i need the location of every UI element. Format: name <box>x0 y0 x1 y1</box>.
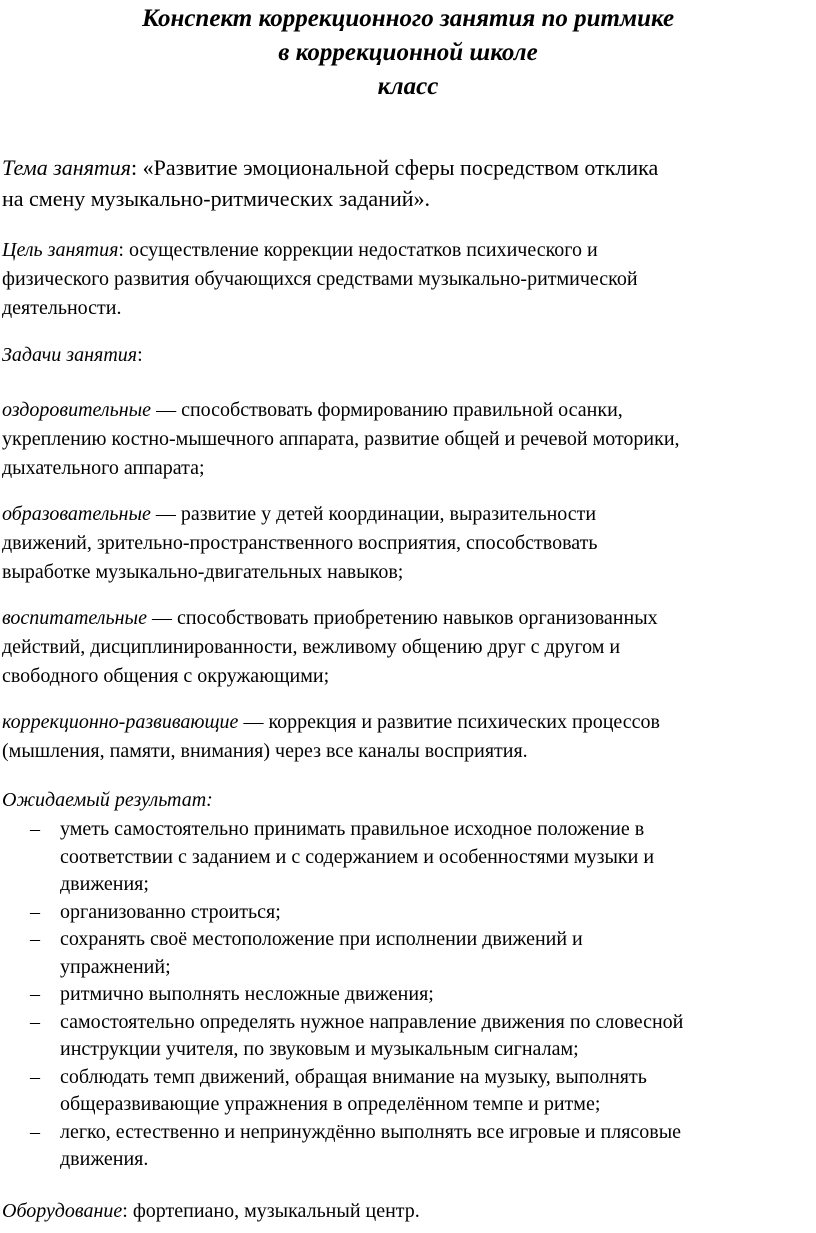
document-title <box>0 2 816 104</box>
health-label: оздоровительные <box>2 399 152 421</box>
equipment-label: Оборудование <box>2 1200 123 1222</box>
result-list-item <box>0 1119 816 1174</box>
edu-label: образовательные <box>2 503 151 525</box>
result-item-line: соответствии с заданием и с содержанием и особенностями музыки и <box>60 845 655 868</box>
correction-task-paragraph <box>2 708 810 766</box>
result-list-item <box>0 899 816 927</box>
result-item-line: ритмично выполнять несложные движения; <box>60 983 434 1005</box>
topic-label: Тема занятия <box>2 155 132 180</box>
result-item-line: уметь самостоятельно принимать правильное исходное положение в <box>60 818 645 840</box>
list-dash: – <box>30 1120 40 1143</box>
result-item-line: организованно строиться; <box>60 900 281 923</box>
edu-text-1: — развитие у детей координации, выразительности <box>150 503 597 525</box>
list-dash: – <box>30 818 40 840</box>
correction-text-2: (мышления, памяти, внимания) через все каналы восприятия. <box>2 740 528 762</box>
title-line-3: класс <box>377 73 439 100</box>
result-item-line: движения. <box>60 1148 149 1170</box>
title-line-2: в коррекционной школе <box>278 39 538 66</box>
correction-label: коррекционно-развивающие <box>2 711 239 733</box>
result-list-item <box>0 816 816 899</box>
goal-paragraph <box>2 236 810 323</box>
tasks-heading <box>2 341 810 370</box>
result-item-line: сохранять своё местоположение при исполнении движений и <box>60 928 583 950</box>
topic-text-2: на смену музыкально-ритмических заданий». <box>2 186 431 211</box>
equipment-text: : фортепиано, музыкальный центр. <box>122 1200 420 1222</box>
result-item-line: общеразвивающие упражнения в определённом темпе и ритме; <box>60 1093 601 1115</box>
topic-paragraph <box>2 152 810 214</box>
result-item-line: инструкции учителя, по звуковым и музыкальным сигналам; <box>60 1038 579 1060</box>
goal-text-1: : осуществление коррекции недостатков психического и <box>118 239 598 261</box>
health-text-2: укреплению костно-мышечного аппарата, развитие общей и речевой моторики, <box>2 428 680 450</box>
results-heading <box>2 786 810 815</box>
result-item-line: самостоятельно определять нужное направление движения по словесной <box>60 1010 684 1033</box>
health-task-paragraph <box>2 396 810 483</box>
result-item-line: легко, естественно и непринуждённо выполнять все игровые и плясовые <box>60 1120 682 1143</box>
edu-task-paragraph <box>2 500 810 587</box>
result-list-item <box>0 1064 816 1119</box>
result-list-item <box>0 1009 816 1064</box>
goal-text-3: деятельности. <box>2 297 122 319</box>
edu-text-3: выработке музыкально-двигательных навыков; <box>2 561 404 583</box>
result-item-line: соблюдать темп движений, обращая внимание на музыку, выполнять <box>60 1065 647 1088</box>
result-list-item <box>0 926 816 981</box>
tasks-label: Задачи занятия <box>2 344 138 366</box>
result-item-line: движения; <box>60 873 149 895</box>
edu-text-2: движений, зрительно-пространственного восприятия, способствовать <box>2 532 598 554</box>
title-line-1: Конспект коррекционного занятия по ритмике <box>141 5 675 32</box>
list-dash: – <box>30 1010 40 1033</box>
list-dash: – <box>30 983 40 1005</box>
upbringing-task-paragraph <box>2 604 810 691</box>
topic-text-1: : «Развитие эмоциональной сферы посредством отклика <box>131 155 659 180</box>
goal-label: Цель занятия <box>2 239 119 261</box>
upbringing-text-1: — способствовать приобретению навыков организованных <box>146 607 658 629</box>
equipment-paragraph <box>2 1197 810 1226</box>
correction-text-1: — коррекция и развитие психических процессов <box>238 711 660 733</box>
results-list <box>0 816 816 1174</box>
health-text-1: — способствовать формированию правильной осанки, <box>151 399 623 421</box>
upbringing-text-2: действий, дисциплинированности, вежливому общению друг с другом и <box>2 636 621 658</box>
upbringing-text-3: свободного общения с окружающими; <box>2 665 330 687</box>
goal-text-2: физического развития обучающихся средствами музыкально-ритмической <box>2 268 638 290</box>
result-item-line: упражнений; <box>60 955 171 978</box>
health-text-3: дыхательного аппарата; <box>2 457 205 479</box>
list-dash: – <box>30 1065 40 1088</box>
tasks-suffix: : <box>137 344 143 366</box>
result-list-item <box>0 981 816 1009</box>
results-label: Ожидаемый результат: <box>2 789 213 811</box>
list-dash: – <box>30 900 40 923</box>
list-dash: – <box>30 928 40 950</box>
upbringing-label: воспитательные <box>2 607 147 629</box>
